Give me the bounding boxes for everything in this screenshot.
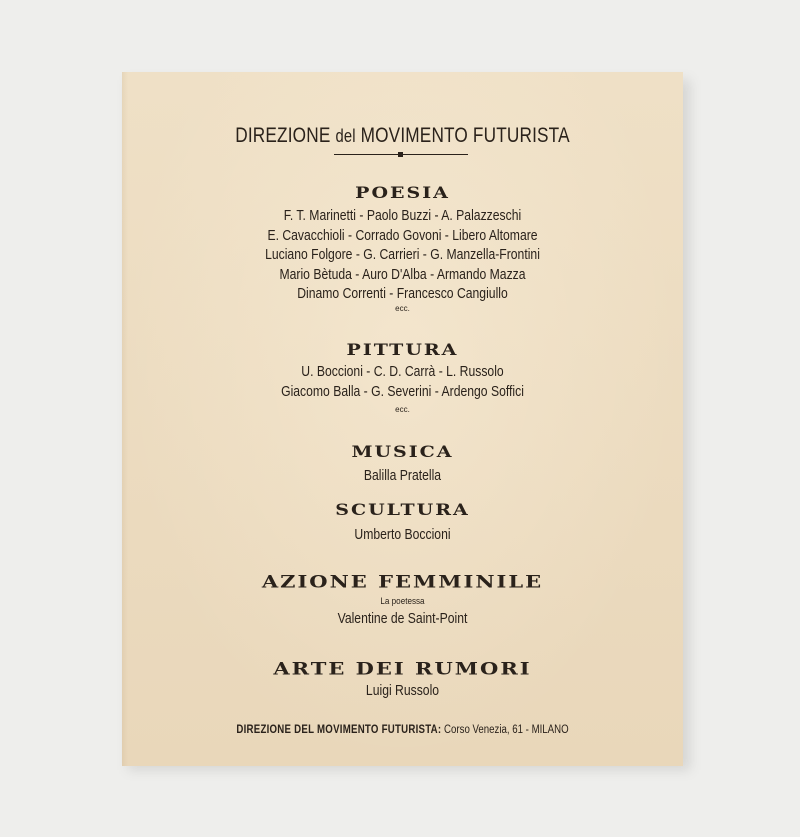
document-sheet <box>122 72 683 766</box>
divider-ornament <box>398 152 403 157</box>
azione-name: Valentine de Saint-Point <box>337 611 468 627</box>
list-item: E. Cavacchioli - Corrado Govoni - Libero Altomare <box>267 227 538 244</box>
list-item: U. Boccioni - C. D. Carrà - L. Russolo <box>301 364 504 380</box>
footer-label: DIREZIONE DEL MOVIMENTO FUTURISTA: <box>236 724 442 736</box>
page-title <box>172 124 632 148</box>
poesia-names <box>167 207 638 305</box>
section-title-azione-femminile: AZIONE FEMMINILE <box>261 571 544 592</box>
section-title-arte-dei-rumori: ARTE DEI RUMORI <box>273 658 532 679</box>
title-part-direzione: DIREZIONE <box>235 124 331 147</box>
list-item: Luciano Folgore - G. Carrieri - G. Manzella-Frontini <box>265 247 540 263</box>
title-part-del: del <box>335 126 356 146</box>
section-title-pittura: PITTURA <box>346 340 459 360</box>
azione-subtitle: La poetessa <box>380 596 425 606</box>
scultura-name: Umberto Boccioni <box>354 527 451 543</box>
list-item: Mario Bètuda - Auro D'Alba - Armando Mazza <box>279 266 526 283</box>
section-title-poesia: POESIA <box>355 183 450 203</box>
pittura-ecc: ecc. <box>395 405 410 414</box>
footer-address <box>167 724 638 736</box>
rumori-name: Luigi Russolo <box>365 683 440 699</box>
title-part-movimento: MOVIMENTO FUTURISTA <box>360 124 570 147</box>
pittura-names <box>167 363 638 402</box>
section-title-musica: MUSICA <box>351 442 454 462</box>
musica-name: Balilla Pratella <box>363 468 442 484</box>
list-item: F. T. Marinetti - Paolo Buzzi - A. Palazzeschi <box>283 208 522 224</box>
footer-street: Corso Venezia, 61 - MILANO <box>444 724 569 736</box>
list-item: Giacomo Balla - G. Severini - Ardengo Soffici <box>281 383 524 400</box>
section-title-scultura: SCULTURA <box>335 500 470 520</box>
poesia-ecc: ecc. <box>395 304 410 313</box>
list-item: Dinamo Correnti - Francesco Cangiullo <box>297 286 508 302</box>
